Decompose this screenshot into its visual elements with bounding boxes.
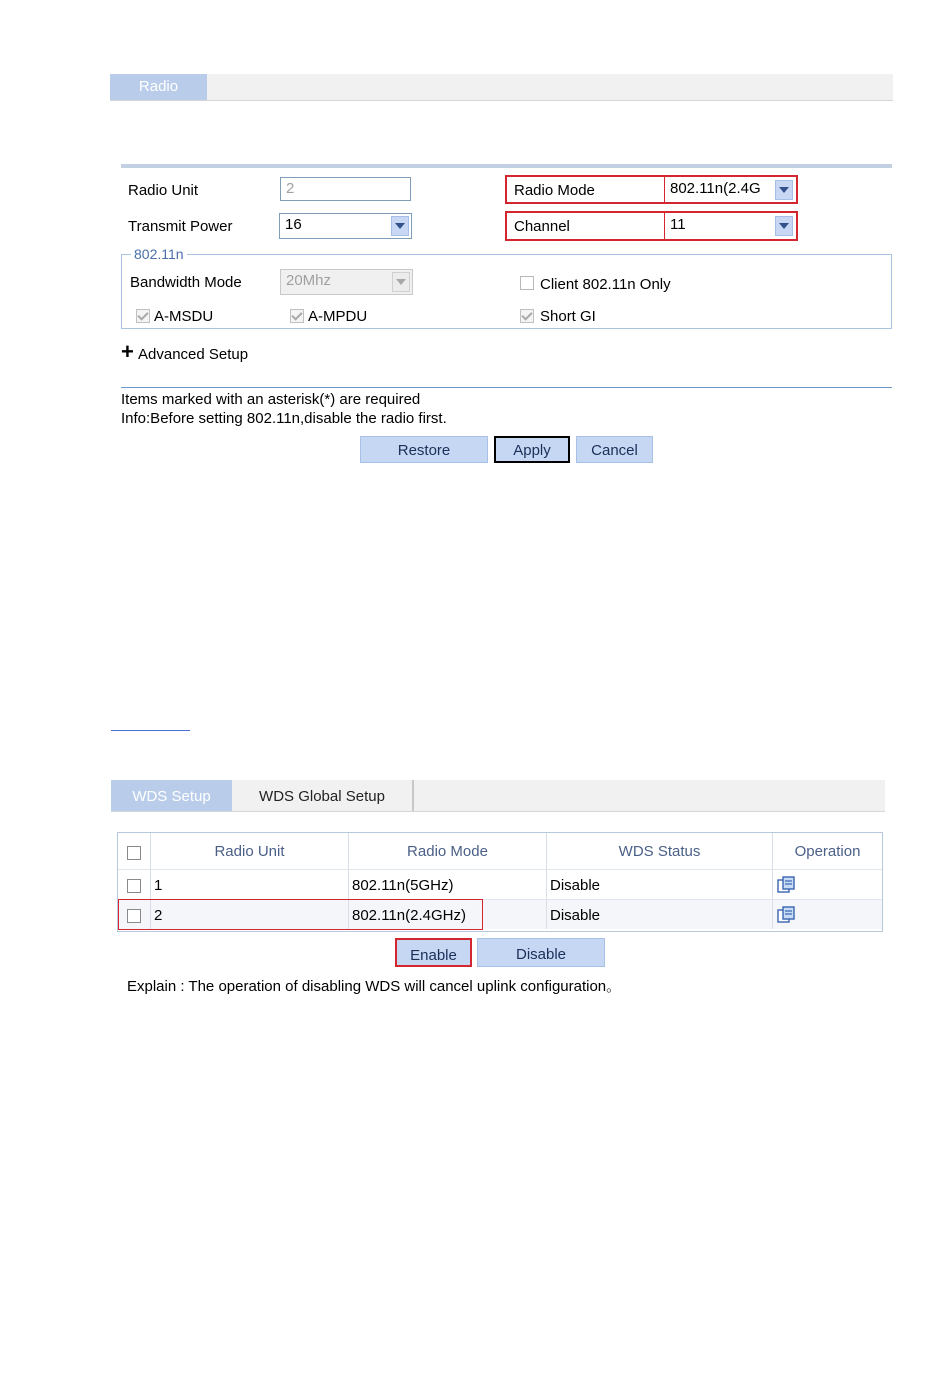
header-radio-mode: Radio Mode (349, 833, 547, 869)
radio-mode-label: Radio Mode (514, 182, 595, 199)
channel-label: Channel (514, 218, 570, 235)
note-info: Info:Before setting 802.11n,disable the radio first. (121, 410, 447, 427)
bandwidth-mode-select (280, 269, 413, 295)
cell-operation (773, 869, 882, 899)
section-divider (121, 164, 892, 168)
transmit-power-select[interactable] (279, 213, 412, 239)
cell-radio-mode: 802.11n(5GHz) (349, 869, 547, 899)
chevron-down-icon[interactable] (775, 216, 793, 236)
table-row (118, 869, 151, 899)
select-all-checkbox[interactable] (127, 846, 141, 860)
disable-button[interactable]: Disable (477, 938, 605, 967)
row-checkbox[interactable] (127, 879, 141, 893)
chevron-down-icon[interactable] (775, 180, 793, 200)
cancel-button[interactable]: Cancel (576, 436, 653, 463)
channel-separator (664, 213, 665, 239)
cell-radio-mode: 802.11n(2.4GHz) (349, 899, 547, 929)
cell-wds-status: Disable (547, 899, 773, 929)
row2-highlight (118, 899, 483, 930)
cell-operation (773, 899, 882, 929)
radio-mode-select[interactable] (666, 177, 796, 202)
header-operation: Operation (794, 843, 861, 860)
chevron-down-icon (392, 272, 410, 292)
tab-wds-global-setup[interactable]: WDS Global Setup (232, 780, 414, 811)
apply-button[interactable]: Apply (494, 436, 570, 463)
explain-text: Explain : The operation of disabling WDS will cancel uplink configuration。 (127, 978, 622, 995)
header-wds-status: WDS Status (547, 833, 773, 869)
header-radio-unit: Radio Unit (151, 833, 349, 869)
header-select-cell (118, 833, 151, 869)
radio-unit-label: Radio Unit (128, 182, 199, 199)
amsdu-label: A-MSDU (154, 308, 214, 325)
bandwidth-mode-value: 20Mhz (286, 272, 332, 289)
advanced-setup-link[interactable]: Advanced Setup (138, 346, 249, 363)
client-only-label: Client 802.11n Only (540, 276, 671, 293)
cell-wds-status: Disable (547, 869, 773, 899)
note-required: Items marked with an asterisk(*) are required (121, 391, 421, 408)
channel-select[interactable] (666, 213, 796, 239)
channel-value: 11 (670, 216, 686, 233)
ampdu-checkbox (290, 309, 304, 323)
transmit-power-label: Transmit Power (128, 218, 233, 235)
cell-radio-unit: 1 (151, 869, 349, 899)
amsdu-checkbox (136, 309, 150, 323)
bandwidth-mode-label: Bandwidth Mode (130, 274, 242, 291)
radio-tabbar (110, 74, 893, 101)
expand-plus-icon[interactable]: + (121, 339, 134, 364)
cell-radio-unit: 2 (151, 899, 349, 929)
transmit-power-value: 16 (285, 216, 302, 233)
short-gi-label: Short GI (540, 308, 596, 325)
edit-icon[interactable] (777, 906, 795, 924)
tab-wds-setup[interactable]: WDS Setup (111, 780, 232, 811)
footer-divider (121, 387, 892, 388)
chevron-down-icon[interactable] (391, 216, 409, 236)
restore-button[interactable]: Restore (360, 436, 488, 463)
wds-tabbar (111, 780, 885, 812)
client-only-checkbox[interactable] (520, 276, 534, 290)
edit-icon[interactable] (777, 876, 795, 894)
link-underline[interactable] (111, 730, 190, 731)
group-legend: 802.11n (131, 246, 187, 262)
short-gi-checkbox (520, 309, 534, 323)
ampdu-label: A-MPDU (308, 308, 368, 325)
radio-mode-value: 802.11n(2.4G (670, 180, 761, 197)
radio-mode-separator (664, 177, 665, 202)
enable-button[interactable]: Enable (395, 938, 472, 967)
tab-radio[interactable]: Radio (110, 74, 207, 100)
radio-unit-field: 2 (280, 177, 411, 201)
